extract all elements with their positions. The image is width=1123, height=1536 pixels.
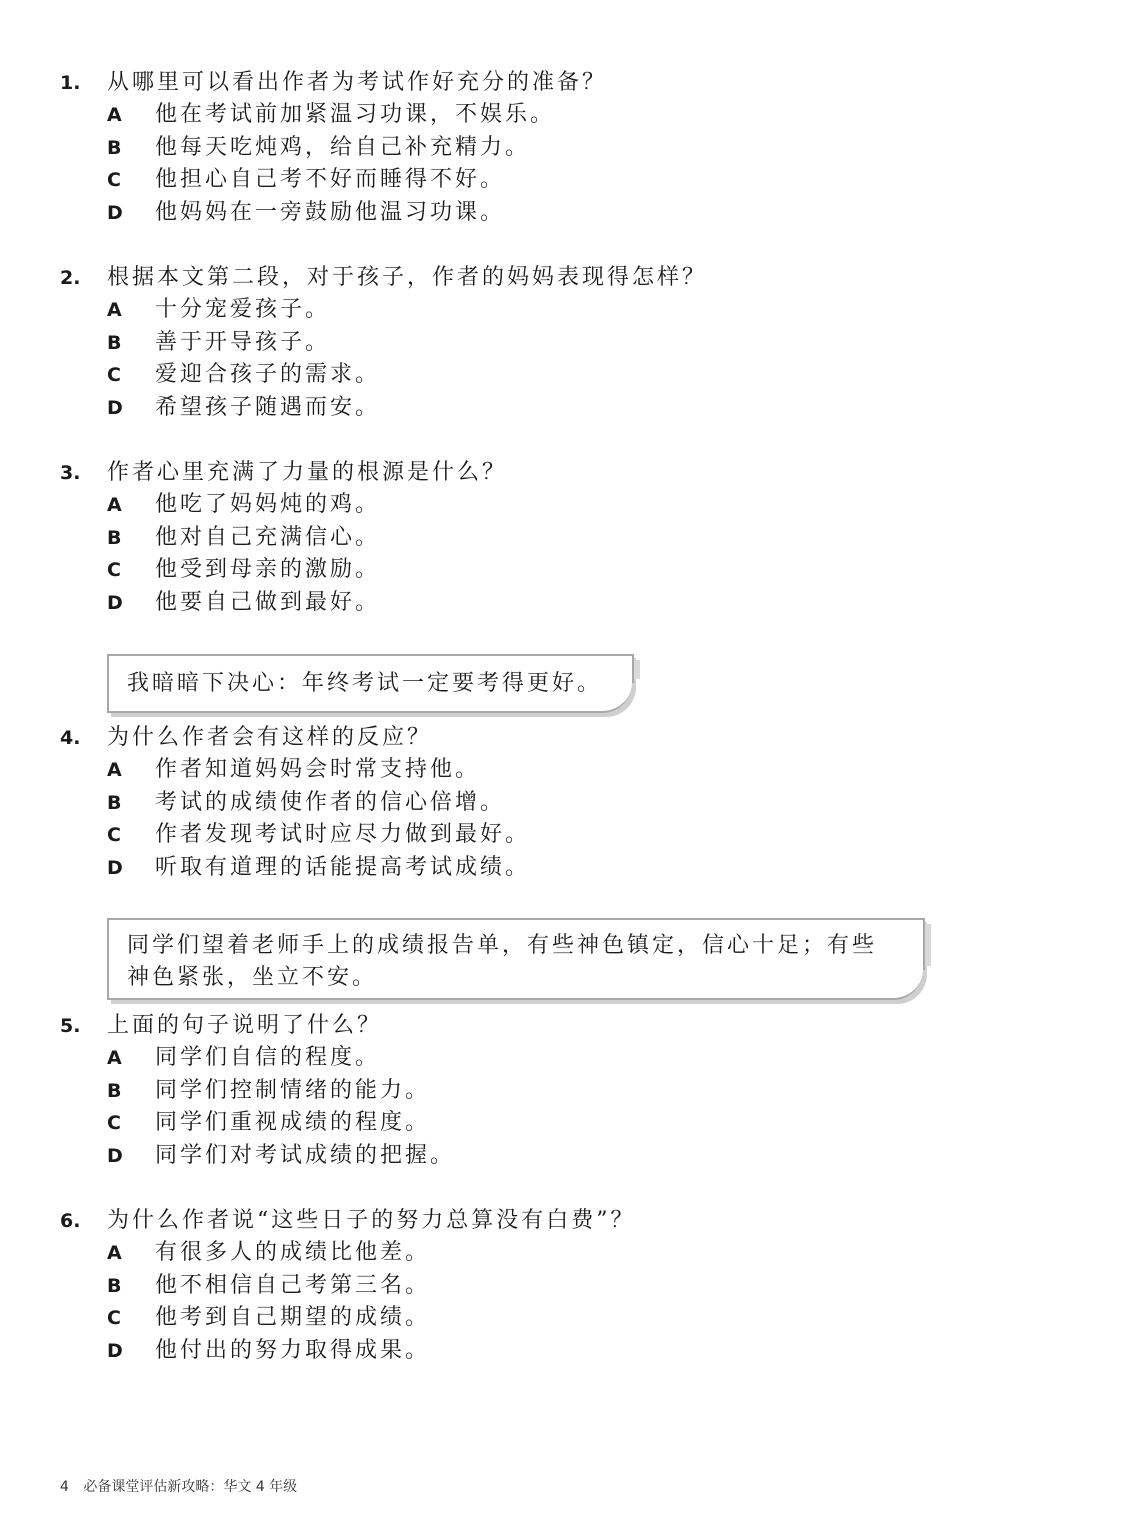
option-text: 他在考试前加紧温习功课，不娱乐。 bbox=[155, 102, 556, 127]
question-stem bbox=[60, 67, 1060, 99]
option-text: 善于开导孩子。 bbox=[155, 329, 331, 355]
option-text: 同学们控制情绪的能力。 bbox=[155, 1077, 431, 1103]
option-letter: B bbox=[107, 526, 122, 549]
option-text: 考试的成绩使作者的信心倍增。 bbox=[155, 789, 506, 815]
question-6 bbox=[60, 1205, 1060, 1367]
option-a[interactable] bbox=[60, 1237, 1060, 1270]
option-c[interactable] bbox=[60, 554, 1060, 587]
option-text: 作者知道妈妈会时常支持他。 bbox=[155, 757, 481, 782]
option-text: 他付出的努力取得成果。 bbox=[155, 1337, 431, 1363]
option-text: 他每天吃炖鸡，给自己补充精力。 bbox=[155, 134, 531, 160]
option-c[interactable] bbox=[60, 1302, 1060, 1335]
option-letter: D bbox=[107, 1339, 123, 1362]
option-text: 作者发现考试时应尽力做到最好。 bbox=[155, 822, 531, 847]
book-title: 必备课堂评估新攻略：华文 4 年级 bbox=[83, 1479, 298, 1495]
option-letter: C bbox=[107, 1112, 121, 1134]
option-a[interactable] bbox=[60, 754, 1060, 787]
question-1 bbox=[60, 67, 1060, 229]
question-3 bbox=[60, 457, 1060, 619]
option-letter: A bbox=[107, 1242, 122, 1264]
option-letter: C bbox=[107, 559, 121, 581]
option-text: 希望孩子随遇而安。 bbox=[155, 394, 381, 420]
option-text: 有很多人的成绩比他差。 bbox=[155, 1240, 431, 1265]
option-d[interactable] bbox=[60, 587, 1060, 620]
option-text: 听取有道理的话能提高考试成绩。 bbox=[155, 854, 531, 880]
question-stem bbox=[60, 262, 1060, 294]
question-number: 5. bbox=[60, 1015, 81, 1037]
quote-box bbox=[107, 918, 923, 1000]
option-d[interactable] bbox=[60, 392, 1060, 425]
quote-text-line-1: 同学们望着老师手上的成绩报告单，有些神色镇定，信心十足；有些 bbox=[127, 933, 878, 958]
question-stem bbox=[60, 722, 1060, 754]
option-text: 他妈妈在一旁鼓励他温习功课。 bbox=[155, 199, 506, 225]
option-letter: B bbox=[107, 791, 122, 814]
question-stem bbox=[60, 457, 1060, 489]
option-text: 他吃了妈妈炖的鸡。 bbox=[155, 492, 381, 517]
question-number: 1. bbox=[60, 72, 81, 94]
option-letter: A bbox=[107, 104, 122, 126]
option-d[interactable] bbox=[60, 852, 1060, 885]
option-text: 爱迎合孩子的需求。 bbox=[155, 362, 381, 387]
option-letter: D bbox=[107, 1144, 123, 1167]
question-number: 4. bbox=[60, 727, 81, 749]
question-text: 从哪里可以看出作者为考试作好充分的准备？ bbox=[107, 70, 608, 95]
option-d[interactable] bbox=[60, 1335, 1060, 1368]
option-letter: C bbox=[107, 169, 121, 191]
option-letter: B bbox=[107, 331, 122, 354]
option-a[interactable] bbox=[60, 294, 1060, 327]
option-b[interactable] bbox=[60, 522, 1060, 555]
option-text: 他对自己充满信心。 bbox=[155, 524, 381, 550]
option-c[interactable] bbox=[60, 359, 1060, 392]
option-b[interactable] bbox=[60, 132, 1060, 165]
question-stem bbox=[60, 1205, 1060, 1237]
question-5 bbox=[60, 1010, 1060, 1172]
question-text: 为什么作者会有这样的反应？ bbox=[107, 725, 433, 750]
option-b[interactable] bbox=[60, 1270, 1060, 1303]
page-footer bbox=[60, 1476, 297, 1496]
option-c[interactable] bbox=[60, 819, 1060, 852]
question-stem bbox=[60, 1010, 1060, 1042]
option-c[interactable] bbox=[60, 1107, 1060, 1140]
option-a[interactable] bbox=[60, 489, 1060, 522]
option-letter: D bbox=[107, 856, 123, 879]
option-text: 他要自己做到最好。 bbox=[155, 589, 381, 615]
question-text: 作者心里充满了力量的根源是什么？ bbox=[107, 460, 508, 485]
option-letter: D bbox=[107, 201, 123, 224]
option-letter: A bbox=[107, 759, 122, 781]
question-text: 为什么作者说“这些日子的努力总算没有白费”？ bbox=[107, 1208, 636, 1233]
option-letter: B bbox=[107, 136, 122, 159]
quote-text: 我暗暗下决心：年终考试一定要考得更好。 bbox=[127, 671, 603, 696]
option-a[interactable] bbox=[60, 1042, 1060, 1075]
question-number: 6. bbox=[60, 1210, 81, 1232]
option-letter: C bbox=[107, 364, 121, 386]
question-4 bbox=[60, 722, 1060, 884]
option-letter: D bbox=[107, 396, 123, 419]
question-number: 2. bbox=[60, 267, 81, 289]
quote-box bbox=[107, 654, 632, 713]
option-letter: A bbox=[107, 299, 122, 321]
quote-text-line-2: 神色紧张，坐立不安。 bbox=[127, 965, 378, 990]
question-text: 上面的句子说明了什么？ bbox=[107, 1013, 383, 1038]
option-text: 同学们重视成绩的程度。 bbox=[155, 1110, 431, 1135]
option-text: 他受到母亲的激励。 bbox=[155, 557, 381, 582]
option-c[interactable] bbox=[60, 164, 1060, 197]
option-text: 他不相信自己考第三名。 bbox=[155, 1272, 431, 1298]
question-2 bbox=[60, 262, 1060, 424]
option-a[interactable] bbox=[60, 99, 1060, 132]
question-text: 根据本文第二段，对于孩子，作者的妈妈表现得怎样？ bbox=[107, 265, 708, 290]
option-b[interactable] bbox=[60, 327, 1060, 360]
option-letter: C bbox=[107, 824, 121, 846]
option-text: 同学们对考试成绩的把握。 bbox=[155, 1142, 456, 1168]
option-letter: A bbox=[107, 494, 122, 516]
option-b[interactable] bbox=[60, 787, 1060, 820]
option-b[interactable] bbox=[60, 1075, 1060, 1108]
option-letter: B bbox=[107, 1274, 122, 1297]
option-d[interactable] bbox=[60, 1140, 1060, 1173]
option-text: 他考到自己期望的成绩。 bbox=[155, 1305, 431, 1330]
option-text: 十分宠爱孩子。 bbox=[155, 297, 331, 322]
option-d[interactable] bbox=[60, 197, 1060, 230]
option-letter: C bbox=[107, 1307, 121, 1329]
option-text: 他担心自己考不好而睡得不好。 bbox=[155, 167, 506, 192]
option-text: 同学们自信的程度。 bbox=[155, 1045, 381, 1070]
question-number: 3. bbox=[60, 462, 81, 484]
option-letter: B bbox=[107, 1079, 122, 1102]
option-letter: A bbox=[107, 1047, 122, 1069]
option-letter: D bbox=[107, 591, 123, 614]
page-number: 4 bbox=[60, 1479, 69, 1495]
